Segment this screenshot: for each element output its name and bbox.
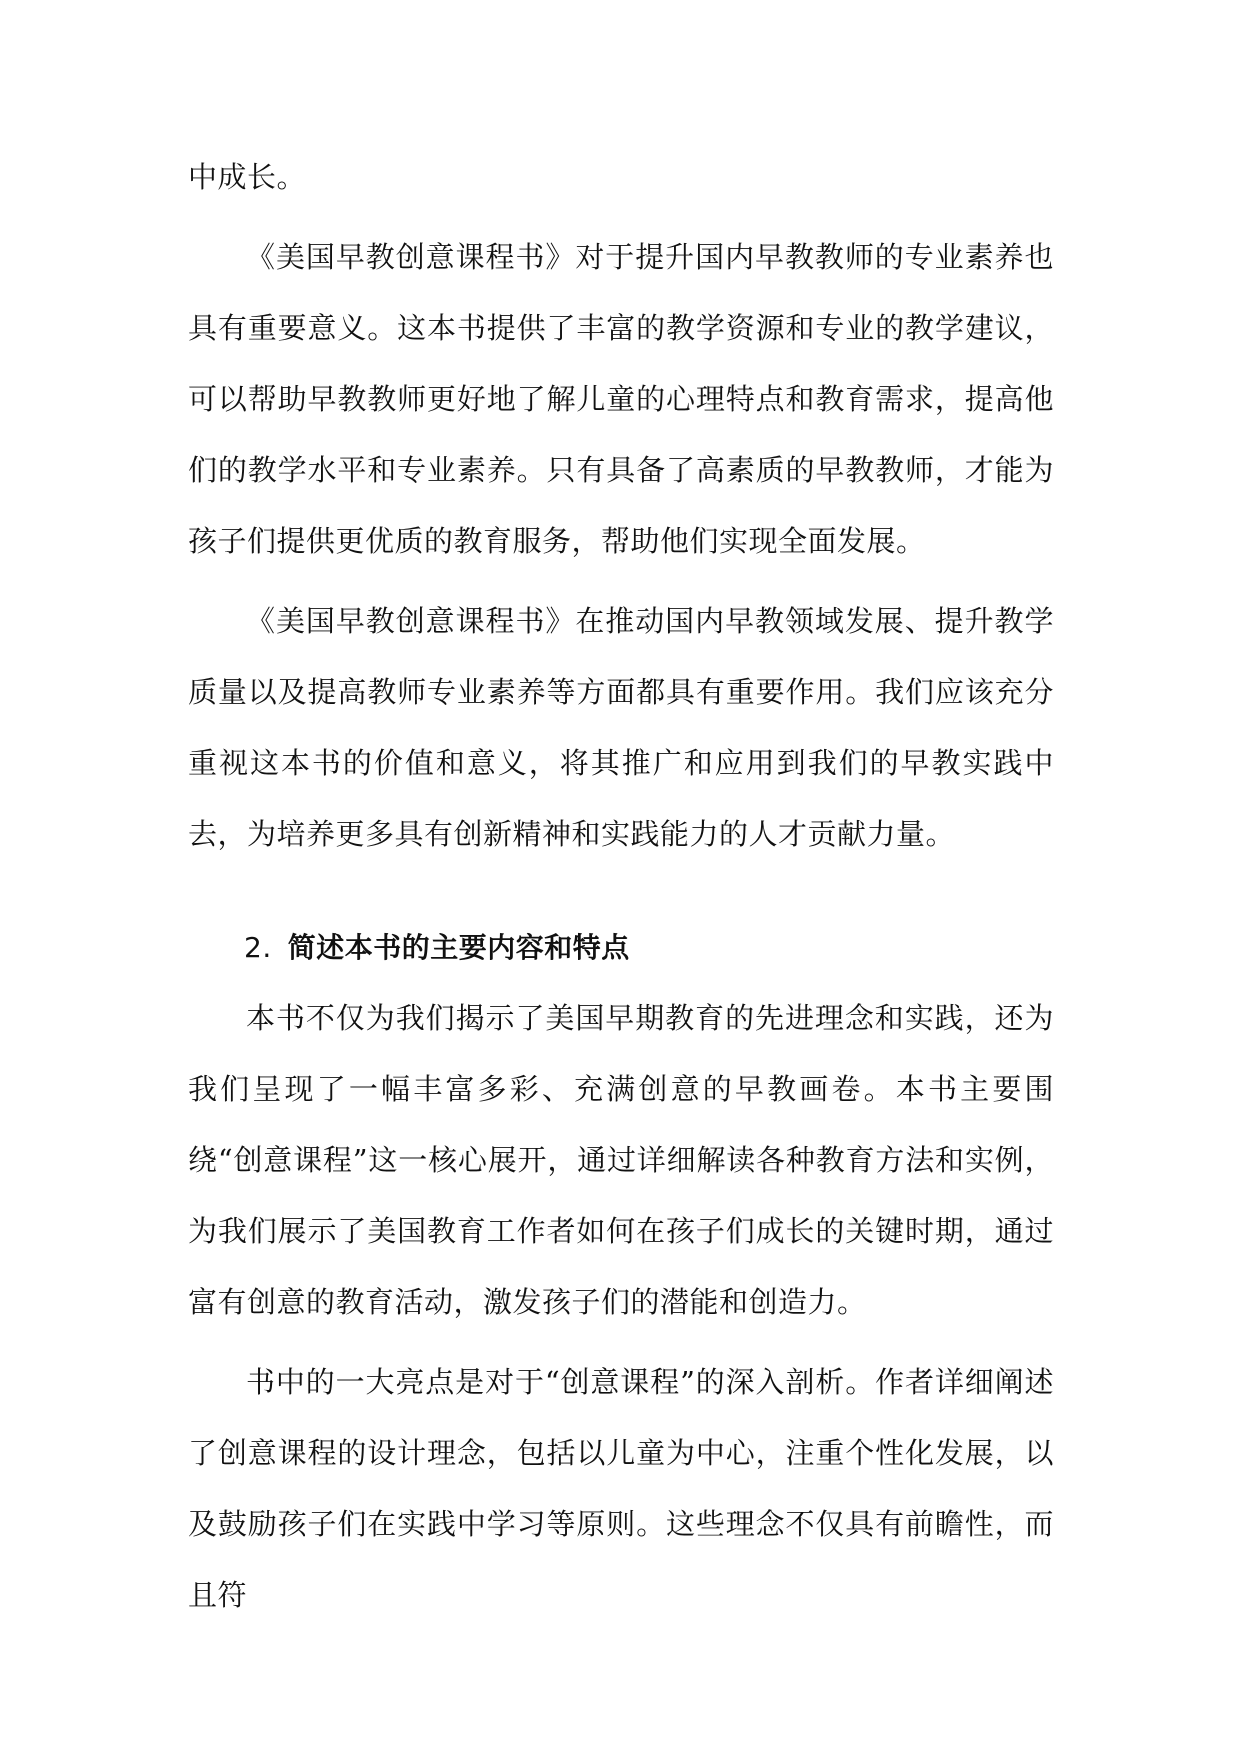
document-body (188, 142, 1054, 1631)
section-heading (188, 912, 1054, 983)
paragraph-creative-curriculum: 书中的一大亮点是对于“创意课程”的深入剖析。作者详细阐述了创意课程的设计理念，包括以儿童为中心，注重个性化发展，以及鼓励孩子们在实践中学习等原则。这些理念不仅具有前瞻性，而且符 (188, 1365, 1054, 1612)
section-title: 简述本书的主要内容和特点 (287, 931, 630, 964)
paragraph-importance-summary: 《美国早教创意课程书》在推动国内早教领域发展、提升教学质量以及提高教师专业素养等方面都具有重要作用。我们应该充分重视这本书的价值和意义，将其推广和应用到我们的早教实践中去，为培养更多具有创新精神和实践能力的人才贡献力量。 (188, 604, 1054, 851)
section-number: 2. (244, 931, 272, 964)
paragraph-teacher-quality: 《美国早教创意课程书》对于提升国内早教教师的专业素养也具有重要意义。这本书提供了丰富的教学资源和专业的教学建议，可以帮助早教教师更好地了解儿童的心理特点和教育需求，提高他们的教学水平和专业素养。只有具备了高素质的早教教师，才能为孩子们提供更优质的教育服务，帮助他们实现全面发展。 (188, 240, 1054, 558)
paragraph-continuation: 中成长。 (188, 160, 307, 194)
paragraph-book-overview: 本书不仅为我们揭示了美国早期教育的先进理念和实践，还为我们呈现了一幅丰富多彩、充满创意的早教画卷。本书主要围绕“创意课程”这一核心展开，通过详细解读各种教育方法和实例，为我们展示了美国教育工作者如何在孩子们成长的关键时期，通过富有创意的教育活动，激发孩子们的潜能和创造力。 (188, 1001, 1054, 1319)
